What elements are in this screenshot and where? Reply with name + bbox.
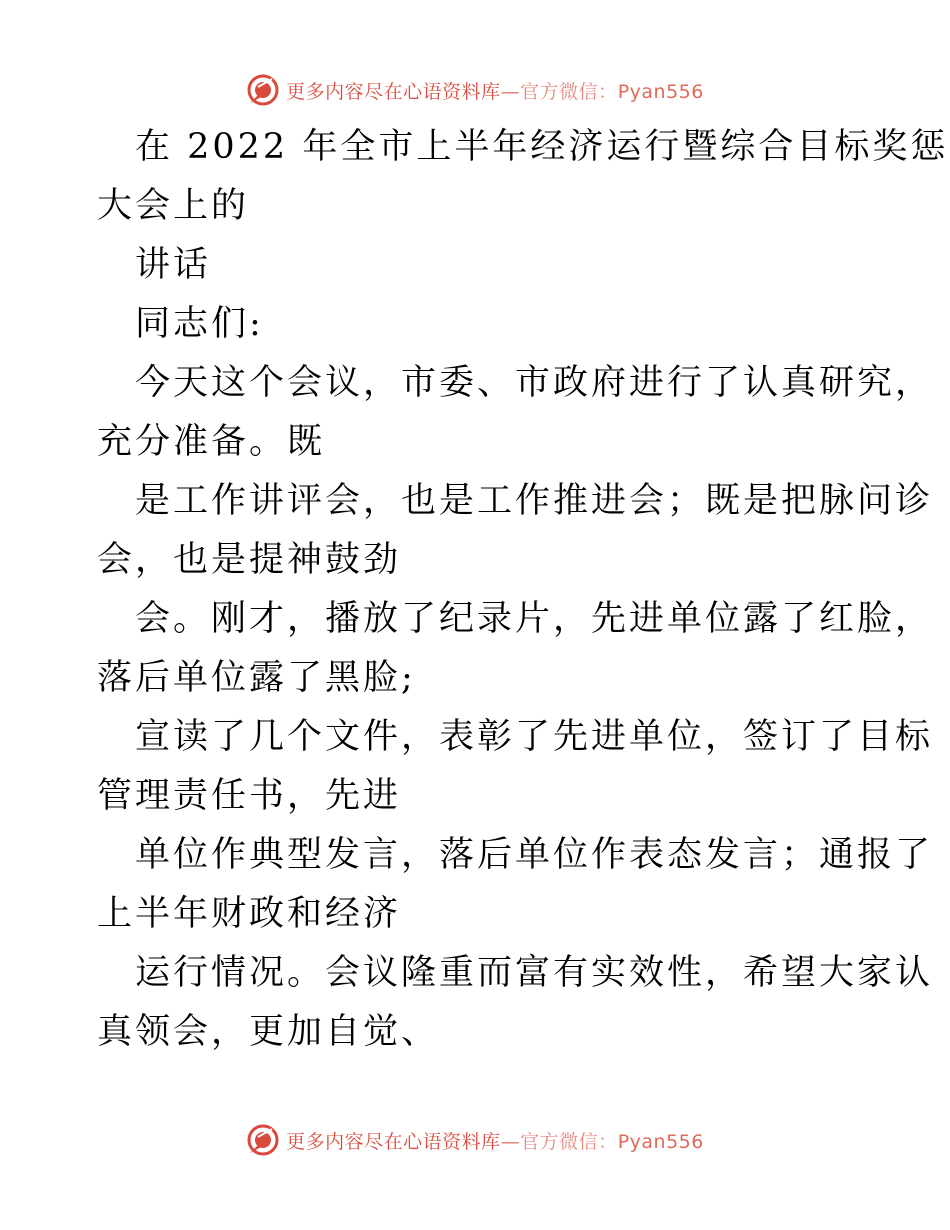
pen-logo-icon [246,1123,280,1157]
body-line: 落后单位露了黑脸; [97,658,416,698]
body-line: 是工作讲评会，也是工作推进会；既是把脉问诊 [135,481,934,521]
salutation: 同志们: [135,304,264,344]
body-line: 宣读了几个文件，表彰了先进单位，签订了目标 [135,717,934,757]
title-line-3: 讲话 [135,245,212,285]
watermark-id: Pyan556 [617,80,704,103]
body-line: 今天这个会议，市委、市政府进行了认真研究， [135,363,934,403]
title-line-2: 大会上的 [97,186,250,226]
body-line: 会。刚才，播放了纪录片，先进单位露了红脸， [135,599,934,639]
body-line: 单位作典型发言，落后单位作表态发言；通报了 [135,835,934,875]
body-line: 充分准备。既 [97,422,326,462]
body-line: 上半年财政和经济 [97,894,402,934]
watermark-id: Pyan556 [617,1130,704,1153]
watermark-label: 官方微信： [520,80,618,103]
title-line-1: 在 2022 年全市上半年经济运行暨综合目标奖惩 [135,127,949,167]
pen-logo-icon [246,73,280,107]
body-line: 管理责任书，先进 [97,776,402,816]
watermark-brand: 更多内容尽在心语资料库 [286,80,501,103]
body-line: 真领会，更加自觉、 [97,1012,440,1052]
watermark-text [286,1127,704,1154]
watermark-separator: — [500,1130,521,1153]
watermark-label: 官方微信： [520,1130,618,1153]
body-line: 运行情况。会议隆重而富有实效性，希望大家认 [135,953,934,993]
body-line: 会，也是提神鼓劲 [97,540,402,580]
header-watermark [0,70,950,110]
watermark-text [286,77,704,104]
watermark-separator: — [500,80,521,103]
footer-watermark [0,1120,950,1160]
watermark-brand: 更多内容尽在心语资料库 [286,1130,501,1153]
document-body [97,118,949,1062]
